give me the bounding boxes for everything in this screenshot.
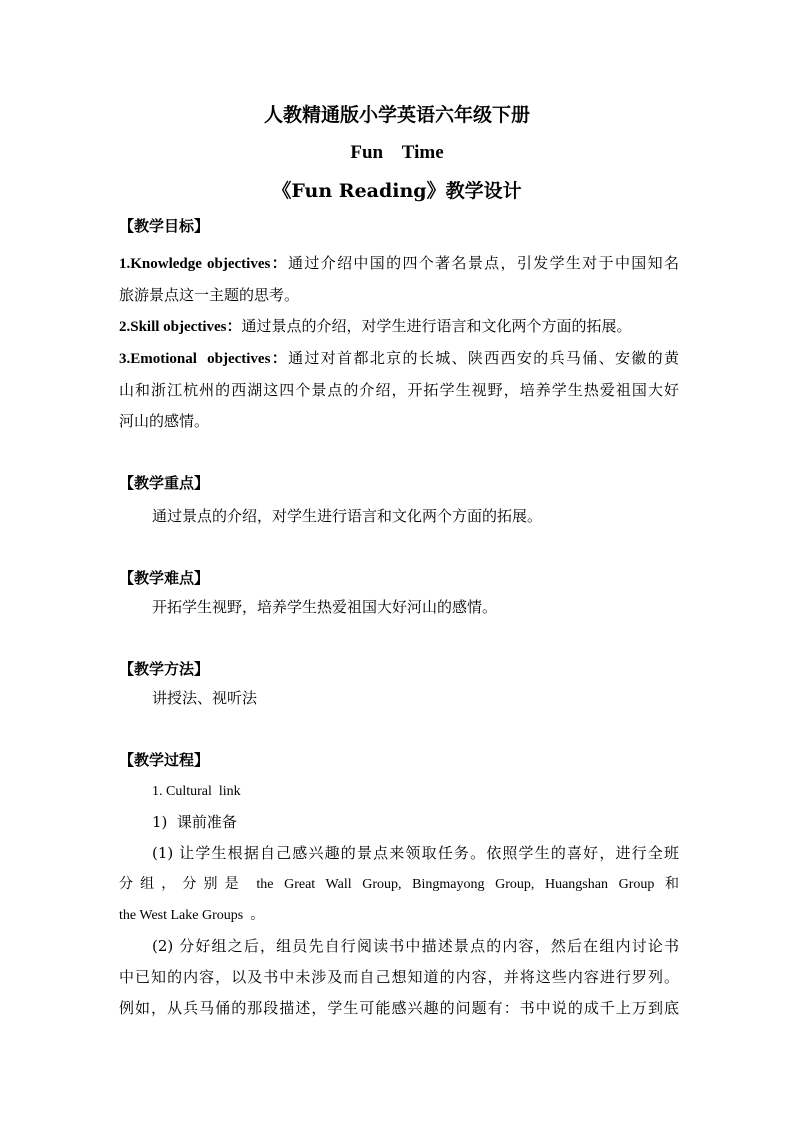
process-paragraph-2: (2) 分好组之后，组员先自行阅读书中描述景点的内容，然后在组内讨论书 bbox=[152, 937, 679, 955]
methods-text: 讲授法、视听法 bbox=[152, 689, 258, 707]
document-lesson-title: 《Fun Reading》教学设计 bbox=[272, 180, 522, 202]
objectives-heading: 【教学目标】 bbox=[119, 217, 210, 235]
objective-label: 3.Emotional objectives： bbox=[119, 351, 289, 367]
process-paragraph-2-continued: 中已知的内容，以及书中未涉及而自己想知道的内容，并将这些内容进行罗列。 bbox=[119, 968, 679, 986]
objective-text: 通过对首都北京的长城、陕西西安的兵马俑、安徽的黄 bbox=[288, 349, 679, 367]
process-paragraph-2-continued: 例如，从兵马俑的那段描述，学生可能感兴趣的问题有：书中说的成千上万到底 bbox=[119, 999, 679, 1017]
process-heading: 【教学过程】 bbox=[119, 751, 210, 769]
objective-text-continued: 旅游景点这一主题的思考。 bbox=[119, 286, 300, 304]
key-points-heading: 【教学重点】 bbox=[119, 474, 210, 492]
objective-text-continued: 山和浙江杭州的西湖这四个景点的介绍，开拓学生视野，培养学生热爱祖国大好 bbox=[119, 381, 679, 399]
process-substep-1: 1) 课前准备 bbox=[152, 813, 237, 831]
difficulties-heading: 【教学难点】 bbox=[119, 569, 210, 587]
objective-knowledge bbox=[119, 248, 679, 280]
key-points-text: 通过景点的介绍，对学生进行语言和文化两个方面的拓展。 bbox=[152, 507, 543, 525]
objective-emotional bbox=[119, 343, 679, 375]
process-step-1: 1. Cultural link bbox=[152, 784, 241, 799]
objective-skill bbox=[119, 311, 679, 343]
process-paragraph-1-continued: the West Lake Groups 。 bbox=[119, 908, 265, 923]
objective-label: 2.Skill objectives： bbox=[119, 319, 242, 335]
title-block bbox=[0, 96, 794, 210]
difficulties-text: 开拓学生视野，培养学生热爱祖国大好河山的感情。 bbox=[152, 598, 498, 616]
methods-heading: 【教学方法】 bbox=[119, 660, 210, 678]
objective-text: 通过景点的介绍，对学生进行语言和文化两个方面的拓展。 bbox=[241, 317, 632, 335]
document-subtitle: Fun Time bbox=[350, 142, 444, 163]
objective-label: 1.Knowledge objectives： bbox=[119, 256, 289, 272]
process-paragraph-1: (1) 让学生根据自己感兴趣的景点来领取任务。依照学生的喜好，进行全班 bbox=[152, 844, 679, 862]
document-body bbox=[119, 212, 679, 1024]
process-paragraph-1-continued: 分组，分别是 the Great Wall Group, Bingmayong Group, Huangshan Group 和 bbox=[119, 877, 679, 892]
objective-text-continued: 河山的感情。 bbox=[119, 412, 210, 430]
document-title: 人教精通版小学英语六年级下册 bbox=[263, 104, 530, 126]
objective-text: 通过介绍中国的四个著名景点，引发学生对于中国知名 bbox=[288, 254, 679, 272]
